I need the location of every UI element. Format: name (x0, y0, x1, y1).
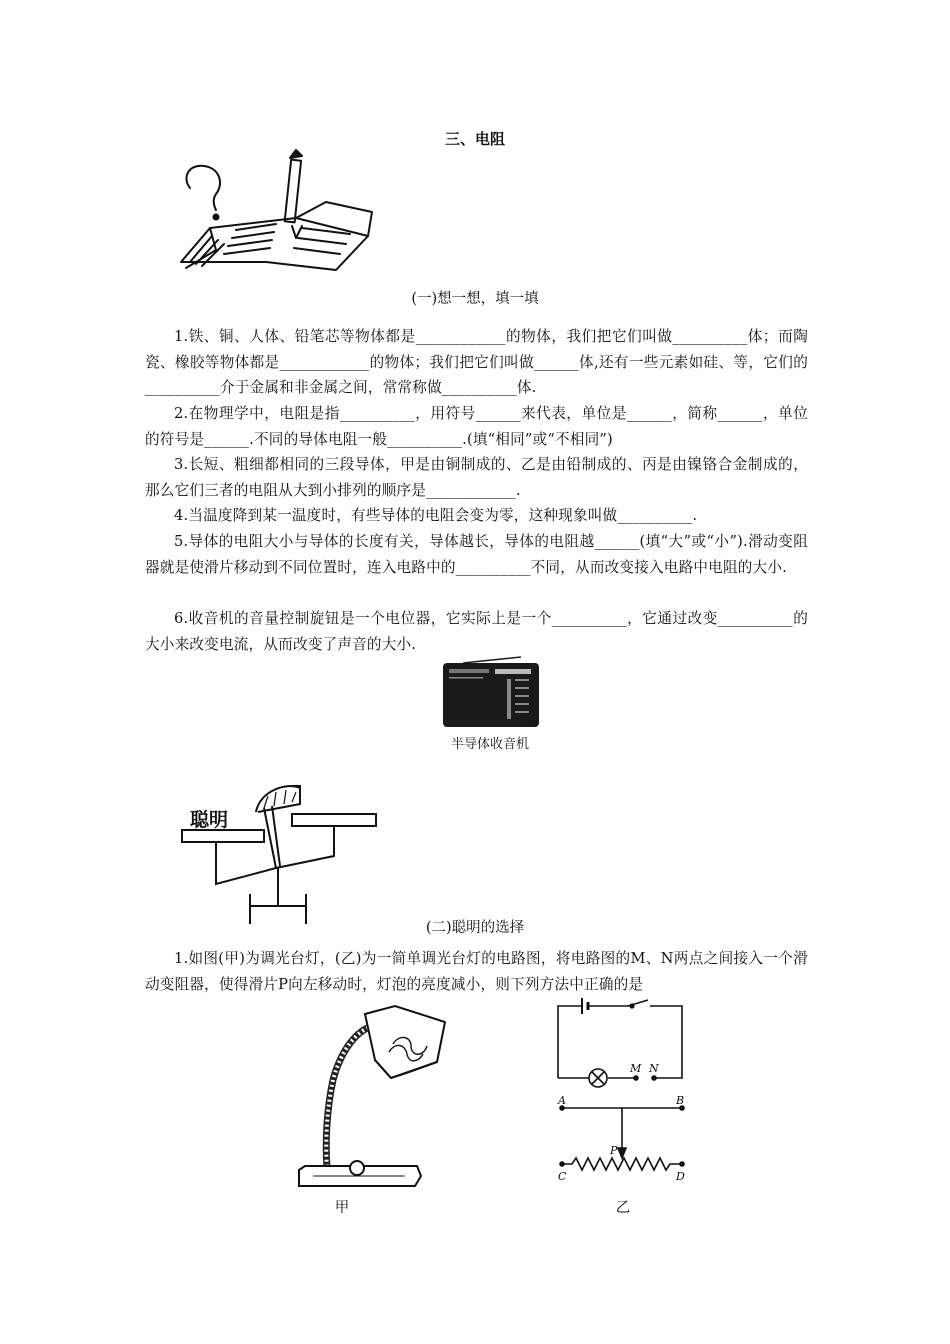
label-B: B (676, 1094, 685, 1107)
question-4: 4.当温度降到某一温度时，有些导体的电阻会变为零，这种现象叫做__________. (174, 507, 698, 524)
section1-heading: (一)想一想，填一填 (411, 291, 539, 307)
label-N: N (649, 1062, 659, 1075)
figure-label-left: 甲 (334, 1200, 350, 1216)
label-D: D (676, 1170, 685, 1183)
sign-text: 聪明 (190, 809, 229, 831)
section2-heading: (二)聪明的选择 (425, 920, 525, 936)
smart-scale-illustration (176, 776, 381, 926)
question-2: 2.在物理学中，电阻是指__________，用符号______来代表，单位是______，简称______，单位的符号是______.不同的导体电阻一般__________.(填“相同”或“不相同”) (145, 405, 808, 448)
radio-caption: 半导体收音机 (450, 737, 529, 752)
figure-label-right: 乙 (615, 1200, 631, 1216)
question-3: 3.长短、粗细都相同的三段导体，甲是由铜制成的、乙是由铅制成的、丙是由镍铬合金制成的，那么它们三者的电阻从大到小排列的顺序是____________. (145, 456, 808, 499)
choice-question-1: 1.如图(甲)为调光台灯，(乙)为一简单调光台灯的电路图，将电路图的M、N两点之间接入一个滑动变阻器，使得滑片P向左移动时，灯泡的亮度减小，则下列方法中正确的是 (145, 950, 808, 993)
label-C: C (558, 1170, 567, 1183)
desk-lamp-illustration (295, 1000, 445, 1190)
radio-image (443, 657, 539, 727)
label-M: M (630, 1062, 642, 1075)
book-pencil-illustration (176, 150, 376, 275)
question-6: 6.收音机的音量控制旋钮是一个电位器，它实际上是一个__________，它通过改变__________的大小来改变电流，从而改变了声音的大小. (145, 610, 808, 653)
label-A: A (558, 1094, 566, 1107)
label-P: P (610, 1144, 618, 1157)
circuit-diagram (552, 996, 697, 1186)
page-title: 三、电阻 (444, 130, 505, 148)
question-1: 1.铁、铜、人体、铅笔芯等物体都是____________的物体，我们把它们叫做__________体；而陶瓷、橡胶等物体都是____________的物体；我们把它们叫做______体,还有一些元素如硅、等，它们的__________介于金属和非金属之间，常常称做__________体. (145, 328, 808, 397)
question-5: 5.导体的电阻大小与导体的长度有关，导体越长，导体的电阻越______(填“大”或“小”).滑动变阻器就是使滑片移动到不同位置时，连入电路中的__________不同，从而改变接入电路中电阻的大小. (145, 533, 808, 576)
